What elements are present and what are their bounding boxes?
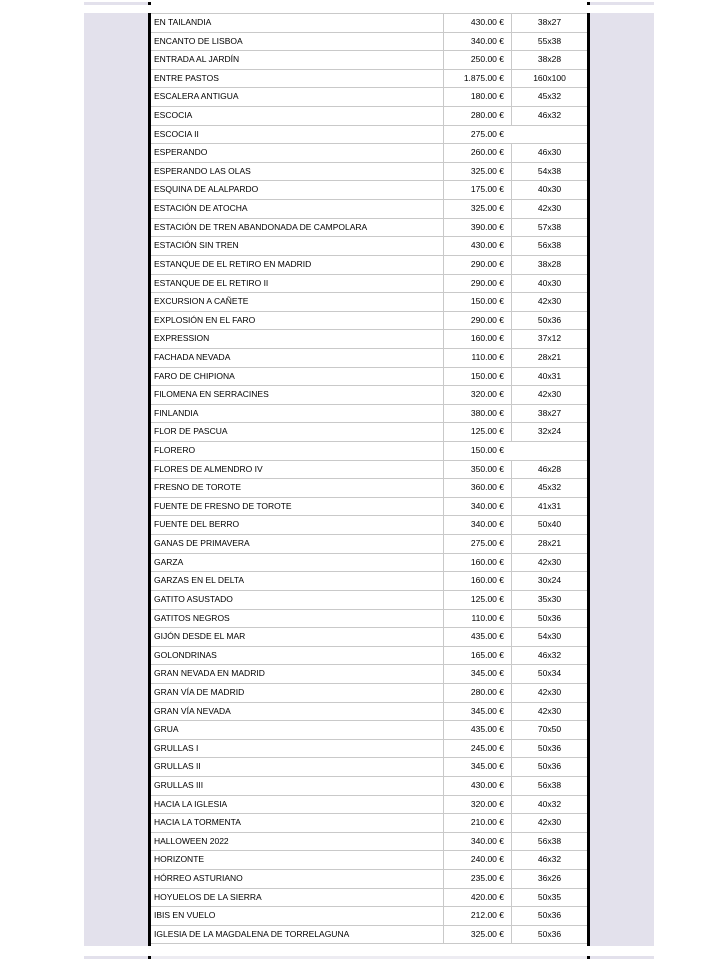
item-price-cell: 325.00 € — [443, 163, 511, 181]
item-name-cell: FRESNO DE TOROTE — [154, 482, 242, 493]
item-size-cell: 45x32 — [511, 479, 587, 497]
item-size-cell: 40x31 — [511, 368, 587, 386]
item-name-cell: ESTANQUE DE EL RETIRO EN MADRID — [154, 258, 312, 269]
item-name-cell: GIJÓN DESDE EL MAR — [154, 631, 246, 642]
item-size-cell: 50x36 — [511, 610, 587, 628]
cropped-row-sliver-top-left — [84, 2, 148, 5]
cropped-row-sliver-bottom-left — [84, 956, 148, 959]
item-size-cell: 42x30 — [511, 703, 587, 721]
item-name-cell: FACHADA NEVADA — [154, 351, 231, 362]
item-price-cell: 275.00 € — [443, 126, 511, 144]
item-name-cell: ESQUINA DE ALALPARDO — [154, 184, 259, 195]
item-price-cell: 290.00 € — [443, 275, 511, 293]
item-size-cell: 70x50 — [511, 721, 587, 739]
item-price-cell: 110.00 € — [443, 610, 511, 628]
table-row — [151, 312, 587, 331]
item-size-cell: 38x28 — [511, 51, 587, 69]
item-name-cell: FLOR DE PASCUA — [154, 426, 228, 437]
cropped-row-sliver-top-right — [590, 2, 654, 5]
table-row — [151, 386, 587, 405]
item-name-cell: ESPERANDO LAS OLAS — [154, 165, 251, 176]
price-list-table — [151, 13, 587, 944]
item-name-cell: GRULLAS I — [154, 742, 199, 753]
item-size-cell: 42x30 — [511, 386, 587, 404]
item-size-cell: 40x30 — [511, 275, 587, 293]
table-row — [151, 591, 587, 610]
item-size-cell: 56x38 — [511, 833, 587, 851]
item-size-cell: 50x35 — [511, 889, 587, 907]
item-size-cell — [511, 126, 587, 144]
item-name-cell: ESPERANDO — [154, 147, 208, 158]
item-price-cell: 435.00 € — [443, 721, 511, 739]
item-name-cell: EN TAILANDIA — [154, 17, 212, 27]
table-row — [151, 349, 587, 368]
item-size-cell — [511, 442, 587, 460]
table-row — [151, 833, 587, 852]
item-size-cell: 160x100 — [511, 70, 587, 88]
item-size-cell: 57x38 — [511, 219, 587, 237]
item-price-cell: 320.00 € — [443, 386, 511, 404]
table-row — [151, 51, 587, 70]
item-name-cell: FUENTE DE FRESNO DE TOROTE — [154, 500, 292, 511]
table-row — [151, 237, 587, 256]
item-name-cell: GOLONDRINAS — [154, 649, 217, 660]
item-name-cell: FILOMENA EN SERRACINES — [154, 389, 269, 400]
item-size-cell: 38x27 — [511, 14, 587, 32]
table-row — [151, 535, 587, 554]
table-row — [151, 665, 587, 684]
item-size-cell: 46x30 — [511, 144, 587, 162]
item-size-cell: 42x30 — [511, 200, 587, 218]
item-price-cell: 175.00 € — [443, 181, 511, 199]
item-name-cell: EXPRESSION — [154, 333, 210, 344]
item-name-cell: EXPLOSIÓN EN EL FARO — [154, 314, 256, 325]
item-price-cell: 430.00 € — [443, 14, 511, 32]
item-name-cell: ESCOCIA — [154, 110, 193, 121]
item-name-cell: ESTACIÓN DE ATOCHA — [154, 203, 248, 214]
item-size-cell: 46x32 — [511, 647, 587, 665]
item-price-cell: 245.00 € — [443, 740, 511, 758]
item-price-cell: 350.00 € — [443, 461, 511, 479]
table-row — [151, 479, 587, 498]
item-name-cell: ESTACIÓN DE TREN ABANDONADA DE CAMPOLARA — [154, 221, 368, 232]
item-name-cell: GRAN NEVADA EN MADRID — [154, 668, 265, 679]
table-row — [151, 572, 587, 591]
table-row — [151, 870, 587, 889]
right-margin-column — [590, 13, 654, 946]
item-price-cell: 210.00 € — [443, 814, 511, 832]
item-size-cell: 36x26 — [511, 870, 587, 888]
table-row — [151, 107, 587, 126]
table-row — [151, 330, 587, 349]
item-name-cell: ENTRE PASTOS — [154, 72, 219, 83]
item-price-cell: 325.00 € — [443, 200, 511, 218]
item-price-cell: 150.00 € — [443, 368, 511, 386]
table-row — [151, 926, 587, 945]
table-row — [151, 610, 587, 629]
item-name-cell: HALLOWEEN 2022 — [154, 835, 229, 846]
item-price-cell: 180.00 € — [443, 88, 511, 106]
item-price-cell: 340.00 € — [443, 833, 511, 851]
table-row — [151, 796, 587, 815]
table-row — [151, 144, 587, 163]
table-row — [151, 293, 587, 312]
table-row — [151, 498, 587, 517]
item-size-cell: 54x38 — [511, 163, 587, 181]
item-size-cell: 46x28 — [511, 461, 587, 479]
item-name-cell: HORIZONTE — [154, 854, 205, 865]
table-row — [151, 442, 587, 461]
item-size-cell: 45x32 — [511, 88, 587, 106]
item-name-cell: FINLANDIA — [154, 407, 199, 418]
item-size-cell: 42x30 — [511, 554, 587, 572]
item-price-cell: 110.00 € — [443, 349, 511, 367]
table-row — [151, 423, 587, 442]
item-price-cell: 430.00 € — [443, 777, 511, 795]
item-size-cell: 46x32 — [511, 851, 587, 869]
item-name-cell: GATITO ASUSTADO — [154, 593, 233, 604]
item-price-cell: 150.00 € — [443, 442, 511, 460]
item-price-cell: 345.00 € — [443, 703, 511, 721]
item-size-cell: 42x30 — [511, 684, 587, 702]
table-row — [151, 461, 587, 480]
item-name-cell: ENTRADA AL JARDÍN — [154, 54, 240, 65]
item-name-cell: FLORES DE ALMENDRO IV — [154, 463, 263, 474]
table-row — [151, 851, 587, 870]
item-price-cell: 125.00 € — [443, 591, 511, 609]
table-row — [151, 554, 587, 573]
item-price-cell: 320.00 € — [443, 796, 511, 814]
item-price-cell: 212.00 € — [443, 907, 511, 925]
item-name-cell: HOYUELOS DE LA SIERRA — [154, 891, 262, 902]
item-size-cell: 50x36 — [511, 907, 587, 925]
table-row — [151, 777, 587, 796]
item-price-cell: 290.00 € — [443, 312, 511, 330]
item-price-cell: 430.00 € — [443, 237, 511, 255]
item-size-cell: 40x30 — [511, 181, 587, 199]
table-row — [151, 126, 587, 145]
item-size-cell: 50x36 — [511, 926, 587, 944]
item-size-cell: 41x31 — [511, 498, 587, 516]
table-row — [151, 70, 587, 89]
item-size-cell: 50x36 — [511, 758, 587, 776]
item-size-cell: 50x36 — [511, 740, 587, 758]
cropped-row-sliver-bottom-right — [590, 956, 654, 959]
item-price-cell: 340.00 € — [443, 33, 511, 51]
item-name-cell: GRAN VÍA DE MADRID — [154, 686, 245, 697]
item-price-cell: 125.00 € — [443, 423, 511, 441]
item-name-cell: HACIA LA IGLESIA — [154, 798, 228, 809]
table-row — [151, 516, 587, 535]
table-row — [151, 219, 587, 238]
item-size-cell: 50x34 — [511, 665, 587, 683]
item-size-cell: 35x30 — [511, 591, 587, 609]
item-name-cell: GATITOS NEGROS — [154, 612, 230, 623]
item-name-cell: GRULLAS II — [154, 761, 201, 772]
item-name-cell: GRAN VÍA NEVADA — [154, 705, 231, 716]
table-row — [151, 163, 587, 182]
item-size-cell: 38x28 — [511, 256, 587, 274]
item-size-cell: 50x40 — [511, 516, 587, 534]
item-price-cell: 280.00 € — [443, 684, 511, 702]
table-row — [151, 684, 587, 703]
item-name-cell: ESCOCIA II — [154, 128, 199, 139]
item-price-cell: 160.00 € — [443, 554, 511, 572]
item-name-cell: GARZAS EN EL DELTA — [154, 575, 245, 586]
item-price-cell: 390.00 € — [443, 219, 511, 237]
item-name-cell: ESCALERA ANTIGUA — [154, 91, 239, 102]
item-price-cell: 435.00 € — [443, 628, 511, 646]
item-price-cell: 150.00 € — [443, 293, 511, 311]
item-size-cell: 56x38 — [511, 237, 587, 255]
table-row — [151, 703, 587, 722]
item-size-cell: 30x24 — [511, 572, 587, 590]
item-price-cell: 1.875.00 € — [443, 70, 511, 88]
item-name-cell: FLORERO — [154, 445, 196, 456]
item-price-cell: 420.00 € — [443, 889, 511, 907]
item-name-cell: GANAS DE PRIMAVERA — [154, 538, 250, 549]
table-row — [151, 368, 587, 387]
table-row — [151, 275, 587, 294]
table-row — [151, 33, 587, 52]
table-row — [151, 740, 587, 759]
item-price-cell: 360.00 € — [443, 479, 511, 497]
item-size-cell: 28x21 — [511, 349, 587, 367]
item-price-cell: 240.00 € — [443, 851, 511, 869]
item-price-cell: 290.00 € — [443, 256, 511, 274]
item-size-cell: 28x21 — [511, 535, 587, 553]
item-price-cell: 260.00 € — [443, 144, 511, 162]
table-row — [151, 405, 587, 424]
item-size-cell: 46x32 — [511, 107, 587, 125]
item-name-cell: GRUA — [154, 724, 179, 735]
table-row — [151, 758, 587, 777]
item-price-cell: 275.00 € — [443, 535, 511, 553]
item-price-cell: 345.00 € — [443, 758, 511, 776]
item-name-cell: GARZA — [154, 556, 184, 567]
item-price-cell: 345.00 € — [443, 665, 511, 683]
table-row — [151, 628, 587, 647]
item-price-cell: 325.00 € — [443, 926, 511, 944]
item-price-cell: 340.00 € — [443, 516, 511, 534]
item-price-cell: 340.00 € — [443, 498, 511, 516]
item-name-cell: FUENTE DEL BERRO — [154, 519, 240, 530]
item-name-cell: EXCURSION A CAÑETE — [154, 296, 249, 307]
item-name-cell: HACIA LA TORMENTA — [154, 817, 241, 828]
item-size-cell: 54x30 — [511, 628, 587, 646]
table-row — [151, 14, 587, 33]
cropped-row-sliver-top-border-left — [148, 2, 151, 5]
item-name-cell: ESTANQUE DE EL RETIRO II — [154, 277, 269, 288]
item-name-cell: FARO DE CHIPIONA — [154, 370, 235, 381]
item-size-cell: 55x38 — [511, 33, 587, 51]
item-size-cell: 32x24 — [511, 423, 587, 441]
left-margin-column — [84, 13, 148, 946]
table-row — [151, 889, 587, 908]
item-price-cell: 160.00 € — [443, 330, 511, 348]
item-price-cell: 160.00 € — [443, 572, 511, 590]
item-name-cell: GRULLAS III — [154, 779, 204, 790]
item-price-cell: 250.00 € — [443, 51, 511, 69]
table-row — [151, 256, 587, 275]
table-row — [151, 721, 587, 740]
item-name-cell: ENCANTO DE LISBOA — [154, 35, 243, 46]
item-name-cell: IBIS EN VUELO — [154, 910, 216, 921]
table-right-border — [587, 13, 590, 946]
item-price-cell: 380.00 € — [443, 405, 511, 423]
item-name-cell: HÓRREO ASTURIANO — [154, 873, 243, 884]
item-name-cell: IGLESIA DE LA MAGDALENA DE TORRELAGUNA — [154, 928, 350, 939]
item-price-cell: 235.00 € — [443, 870, 511, 888]
table-row — [151, 814, 587, 833]
item-price-cell: 280.00 € — [443, 107, 511, 125]
item-name-cell: ESTACIÓN SIN TREN — [154, 240, 239, 251]
item-size-cell: 37x12 — [511, 330, 587, 348]
item-size-cell: 50x36 — [511, 312, 587, 330]
item-size-cell: 42x30 — [511, 814, 587, 832]
item-price-cell: 165.00 € — [443, 647, 511, 665]
table-row — [151, 181, 587, 200]
item-size-cell: 40x32 — [511, 796, 587, 814]
table-row — [151, 200, 587, 219]
table-row — [151, 907, 587, 926]
table-row — [151, 647, 587, 666]
item-size-cell: 42x30 — [511, 293, 587, 311]
table-row — [151, 88, 587, 107]
item-size-cell: 38x27 — [511, 405, 587, 423]
item-size-cell: 56x38 — [511, 777, 587, 795]
cropped-row-sliver-bottom-middle — [151, 956, 587, 959]
